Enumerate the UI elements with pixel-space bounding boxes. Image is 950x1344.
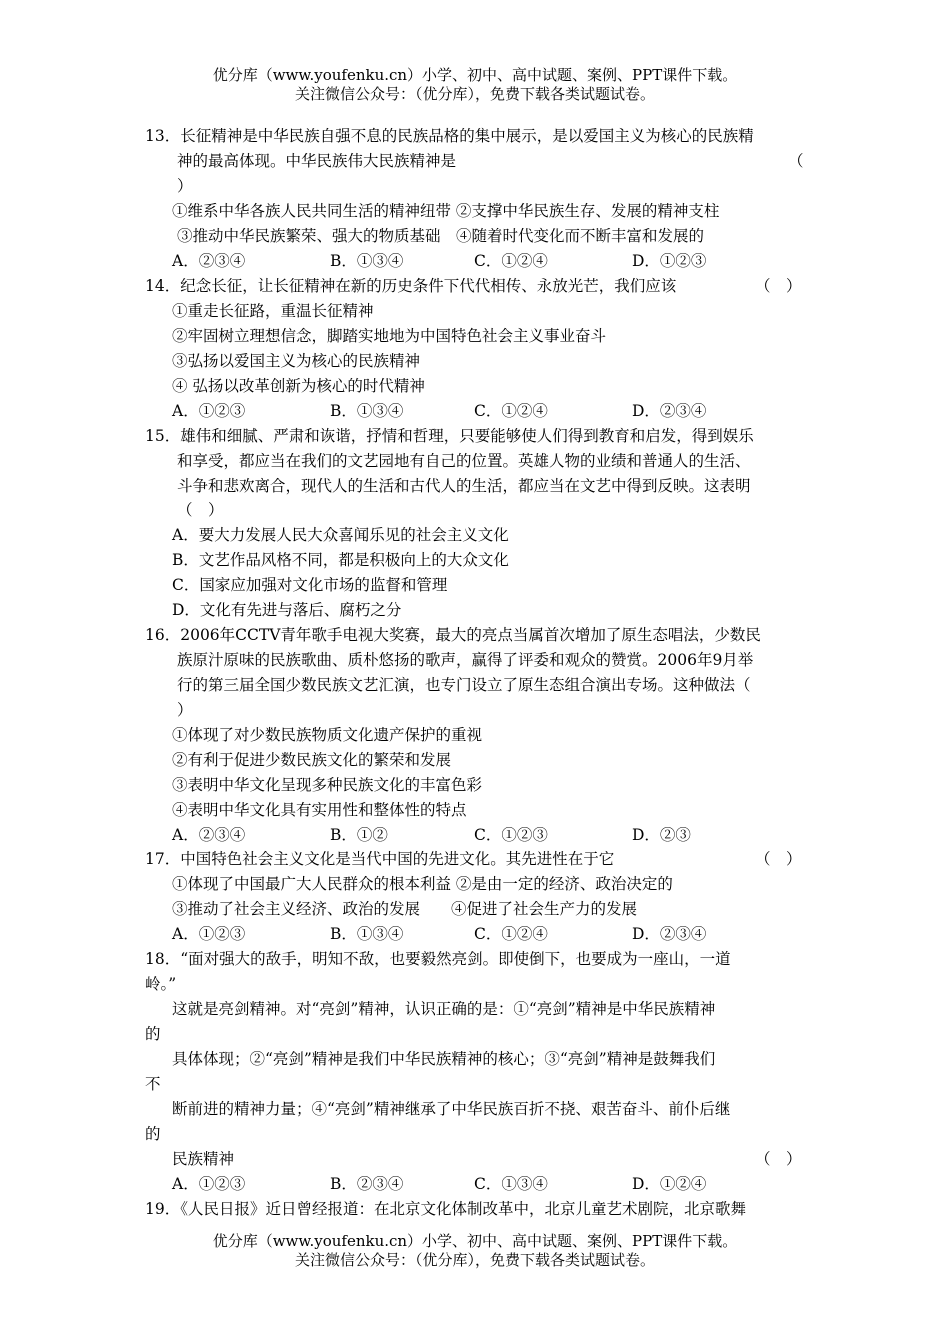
statement: ①体现了对少数民族物质文化遗产保护的重视 — [172, 726, 483, 744]
statement: ③推动了社会主义经济、政治的发展 ④促进了社会生产力的发展 — [172, 900, 638, 918]
question-text: 15．雄伟和细腻、严肃和诙谐，抒情和哲理，只要能够使人们得到教育和启发，得到娱乐 — [145, 427, 754, 445]
question-text: 不 — [145, 1075, 161, 1093]
statement: ①重走长征路，重温长征精神 — [172, 302, 374, 320]
question-text: 这就是亮剑精神。对“亮剑”精神，认识正确的是：①“亮剑”精神是中华民族精神 — [172, 1000, 716, 1018]
option-b: B．①③④ — [330, 925, 404, 943]
question-text: 具体体现；②“亮剑”精神是我们中华民族精神的核心；③“亮剑”精神是鼓舞我们 — [172, 1050, 716, 1068]
statement: ②有利于促进少数民族文化的繁荣和发展 — [172, 751, 452, 769]
question-text: 民族精神 — [172, 1150, 235, 1168]
option-b: B．①③④ — [330, 402, 404, 420]
option-a: A．①②③ — [172, 925, 246, 943]
answer-paren: ） — [177, 177, 193, 195]
question-text: 斗争和悲欢离合，现代人的生活和古代人的生活，都应当在文艺中得到反映。这表明 — [177, 477, 751, 495]
option-d: D．①②③ — [632, 252, 707, 270]
option-a: A．要大力发展人民大众喜闻乐见的社会主义文化 — [172, 526, 509, 544]
option-a: A．②③④ — [172, 826, 246, 844]
question-text: 岭。” — [145, 975, 177, 993]
statement: ③推动中华民族繁荣、强大的物质基础 ④随着时代变化而不断丰富和发展的 — [177, 227, 705, 245]
answer-paren: （ ） — [755, 1150, 802, 1168]
option-c: C．国家应加强对文化市场的监督和管理 — [172, 576, 448, 594]
question-text: 16．2006年CCTV青年歌手电视大奖赛，最大的亮点当属首次增加了原生态唱法，少数民 — [145, 626, 761, 644]
question-text: 族原汁原味的民族歌曲、质朴悠扬的歌声，赢得了评委和观众的赞赏。2006年9月举 — [177, 651, 754, 669]
statement: ②牢固树立理想信念，脚踏实地地为中国特色社会主义事业奋斗 — [172, 327, 607, 345]
statement: ①体现了中国最广大人民群众的根本利益 ②是由一定的经济、政治决定的 — [172, 875, 673, 893]
question-text: 的 — [145, 1125, 161, 1143]
statement: ③表明中华文化呈现多种民族文化的丰富色彩 — [172, 776, 483, 794]
option-a: A．①②③ — [172, 1175, 246, 1193]
header-line-1: 优分库（www.youfenku.cn）小学、初中、高中试题、案例、PPT课件下载。 — [212, 66, 738, 84]
option-b: B．文艺作品风格不同，都是积极向上的大众文化 — [172, 551, 509, 569]
footer-line-1: 优分库（www.youfenku.cn）小学、初中、高中试题、案例、PPT课件下载。 — [212, 1232, 738, 1250]
statement: ③弘扬以爱国主义为核心的民族精神 — [172, 352, 421, 370]
statement: ①维系中华各族人民共同生活的精神纽带 ②支撑中华民族生存、发展的精神支柱 — [172, 202, 720, 220]
option-d: D．②③④ — [632, 925, 707, 943]
question-text: 神的最高体现。中华民族伟大民族精神是 — [177, 152, 457, 170]
option-d: D．②③ — [632, 826, 691, 844]
option-b: B．①② — [330, 826, 388, 844]
option-b: B．②③④ — [330, 1175, 404, 1193]
option-c: C．①②④ — [474, 402, 548, 420]
answer-paren: （ ） — [755, 850, 802, 868]
question-text: 13．长征精神是中华民族自强不息的民族品格的集中展示，是以爱国主义为核心的民族精 — [145, 127, 754, 145]
question-text: 17．中国特色社会主义文化是当代中国的先进文化。其先进性在于它 — [145, 850, 615, 868]
option-a: A．①②③ — [172, 402, 246, 420]
footer-line-2: 关注微信公众号：（优分库），免费下载各类试题试卷。 — [294, 1251, 655, 1269]
option-b: B．①③④ — [330, 252, 404, 270]
option-c: C．①②④ — [474, 252, 548, 270]
question-text: 的 — [145, 1025, 161, 1043]
statement: ④ 弘扬以改革创新为核心的时代精神 — [172, 377, 425, 395]
answer-paren: （ ） — [177, 501, 224, 519]
answer-paren: （ — [788, 152, 804, 170]
option-c: C．①②③ — [474, 826, 548, 844]
question-text: 19．《人民日报》近日曾经报道：在北京文化体制改革中，北京儿童艺术剧院，北京歌舞 — [145, 1200, 746, 1218]
option-d: D．文化有先进与落后、腐朽之分 — [172, 601, 402, 619]
question-text: 行的第三届全国少数民族文艺汇演，也专门设立了原生态组合演出专场。这种做法（ — [177, 676, 751, 694]
option-d: D．①②④ — [632, 1175, 707, 1193]
question-text: 和享受，都应当在我们的文艺园地有自己的位置。英雄人物的业绩和普通人的生活、 — [177, 452, 751, 470]
question-text: 18．“面对强大的敌手，明知不敌，也要毅然亮剑。即使倒下，也要成为一座山，一道 — [145, 950, 731, 968]
option-c: C．①③④ — [474, 1175, 548, 1193]
answer-paren: ） — [177, 701, 193, 719]
option-d: D．②③④ — [632, 402, 707, 420]
option-a: A．②③④ — [172, 252, 246, 270]
question-text: 断前进的精神力量；④“亮剑”精神继承了中华民族百折不挠、艰苦奋斗、前仆后继 — [172, 1100, 731, 1118]
question-text: 14．纪念长征，让长征精神在新的历史条件下代代相传、永放光芒，我们应该 — [145, 277, 677, 295]
statement: ④表明中华文化具有实用性和整体性的特点 — [172, 801, 467, 819]
answer-paren: （ ） — [755, 277, 802, 295]
header-line-2: 关注微信公众号：（优分库），免费下载各类试题试卷。 — [294, 85, 655, 103]
option-c: C．①②④ — [474, 925, 548, 943]
